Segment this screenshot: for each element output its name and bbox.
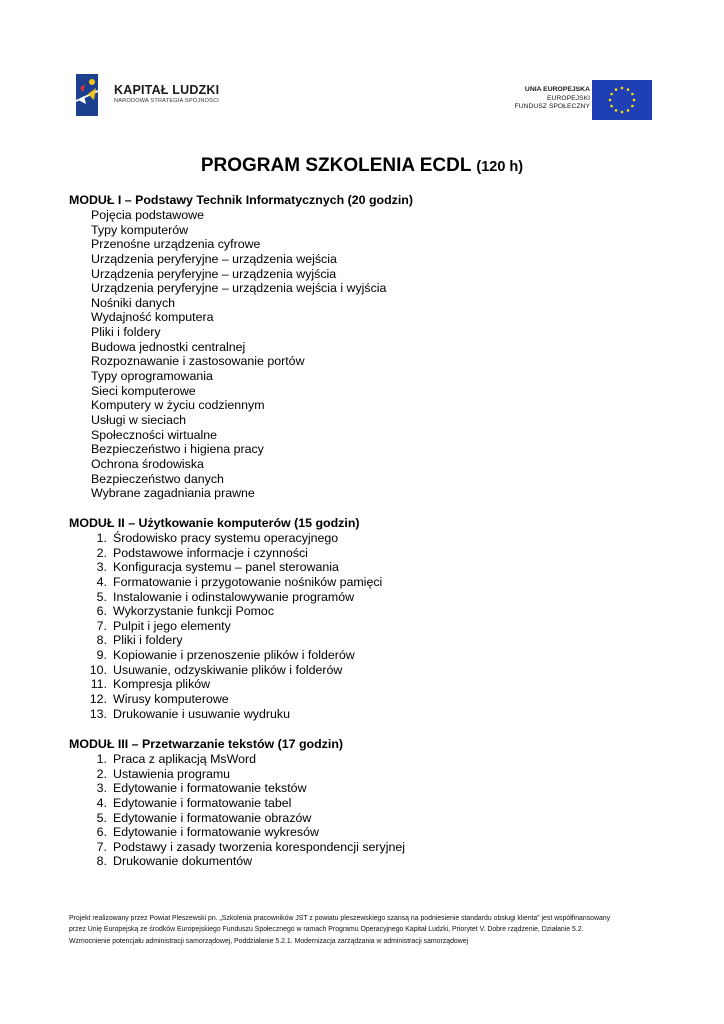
item-text: Edytowanie i formatowanie tekstów bbox=[113, 781, 307, 796]
list-item bbox=[69, 560, 382, 575]
footer-note bbox=[69, 913, 655, 947]
list-item: Urządzenia peryferyjne – urządzenia wyjścia bbox=[91, 266, 337, 281]
item-number: 10. bbox=[89, 662, 107, 677]
kapital-ludzki-subtitle: NARODOWA STRATEGIA SPÓJNOŚCI bbox=[114, 98, 220, 104]
list-item bbox=[69, 546, 382, 561]
module-2 bbox=[69, 516, 382, 721]
item-text: Edytowanie i formatowanie tabel bbox=[113, 795, 292, 810]
item-text: Ustawienia programu bbox=[113, 766, 231, 781]
list-item: Pojęcia podstawowe bbox=[91, 208, 204, 222]
item-number: 2. bbox=[96, 766, 107, 781]
footer-line3: Wzmocnienie potencjału administracji samorządowej, Poddziałanie 5.2.1. Modernizacja zarządzania w administracji samorządowej bbox=[69, 937, 469, 945]
item-number: 6. bbox=[96, 825, 107, 840]
item-text: Formatowanie i przygotowanie nośników pamięci bbox=[113, 574, 383, 589]
item-text: Kopiowanie i przenoszenie plików i folderów bbox=[113, 648, 355, 663]
footer-line1: Projekt realizowany przez Powiat Pleszewski pn. „Szkolenia pracowników JST z powiatu pleszewskiego szansą na podniesienie standardu obsługi klienta” jest współfinansowany bbox=[69, 915, 611, 922]
module-3-heading: MODUŁ III – Przetwarzanie tekstów (17 godzin) bbox=[69, 737, 344, 751]
module-2-heading: MODUŁ II – Użytkowanie komputerów (15 godzin) bbox=[69, 516, 360, 530]
item-number: 4. bbox=[96, 574, 107, 589]
item-number: 3. bbox=[96, 781, 107, 796]
list-item: Ochrona środowiska bbox=[91, 456, 204, 471]
item-text: Drukowanie dokumentów bbox=[113, 854, 253, 869]
eu-line1: UNIA EUROPEJSKA bbox=[524, 86, 590, 93]
item-number: 8. bbox=[96, 854, 107, 869]
item-number: 1. bbox=[96, 531, 107, 545]
module-3-list bbox=[69, 752, 405, 869]
item-number: 8. bbox=[96, 633, 107, 648]
list-item: Usługi w sieciach bbox=[91, 412, 187, 427]
module-1-heading: MODUŁ I – Podstawy Technik Informatycznych (20 godzin) bbox=[69, 193, 414, 207]
item-number: 5. bbox=[96, 589, 107, 604]
item-text: Pliki i foldery bbox=[113, 633, 183, 648]
list-item: Nośniki danych bbox=[91, 295, 176, 310]
item-number: 5. bbox=[96, 810, 107, 825]
item-text: Kompresja plików bbox=[113, 677, 211, 692]
list-item: Bezpieczeństwo i higiena pracy bbox=[91, 442, 264, 457]
list-item bbox=[69, 604, 382, 619]
item-text: Podstawowe informacje i czynności bbox=[113, 545, 308, 560]
list-item: Wydajność komputera bbox=[91, 310, 214, 325]
list-item: Rozpoznawanie i zastosowanie portów bbox=[91, 354, 305, 369]
item-text: Praca z aplikacją MsWord bbox=[113, 752, 257, 766]
item-text: Środowisko pracy systemu operacyjnego bbox=[113, 531, 339, 545]
module-1 bbox=[69, 193, 413, 501]
item-number: 6. bbox=[96, 604, 107, 619]
list-item: Sieci komputerowe bbox=[91, 383, 196, 398]
title-main: PROGRAM SZKOLENIA ECDL bbox=[200, 155, 472, 176]
list-item bbox=[69, 692, 382, 707]
list-item bbox=[69, 767, 405, 782]
item-text: Podstawy i zasady tworzenia korespondencji seryjnej bbox=[113, 839, 406, 854]
list-item: Budowa jednostki centralnej bbox=[91, 339, 246, 354]
page-title bbox=[0, 155, 724, 177]
item-text: Edytowanie i formatowanie wykresów bbox=[113, 825, 319, 840]
item-text: Usuwanie, odzyskiwanie plików i folderów bbox=[113, 662, 343, 677]
module-2-list bbox=[69, 531, 382, 721]
item-number: 12. bbox=[89, 692, 107, 707]
eu-logo bbox=[500, 80, 652, 122]
kapital-ludzki-emblem-icon bbox=[72, 70, 110, 120]
item-text: Konfiguracja systemu – panel sterowania bbox=[113, 560, 339, 575]
item-text: Wirusy komputerowe bbox=[113, 692, 229, 707]
list-item: Wybrane zagadniania prawne bbox=[91, 486, 255, 501]
list-item bbox=[69, 619, 382, 634]
list-item: Typy oprogramowania bbox=[91, 369, 213, 384]
list-item bbox=[69, 752, 405, 767]
item-text: Drukowanie i usuwanie wydruku bbox=[113, 706, 290, 721]
item-number: 7. bbox=[96, 839, 107, 854]
footer-line2: przez Unię Europejską ze środków Europejskiego Funduszu Społecznego w ramach Programu Operacyjnego Kapitał Ludzki, Priorytet V. Dobre rządzenie, Działanie 5.2. bbox=[69, 926, 584, 934]
item-number: 3. bbox=[96, 560, 107, 575]
list-item bbox=[69, 663, 382, 678]
list-item bbox=[69, 633, 382, 648]
list-item bbox=[69, 825, 405, 840]
list-item: Urządzenia peryferyjne – urządzenia wejścia bbox=[91, 251, 337, 266]
list-item: Komputery w życiu codziennym bbox=[91, 398, 265, 413]
eu-line3: FUNDUSZ SPOŁECZNY bbox=[514, 103, 590, 110]
list-item bbox=[69, 796, 405, 811]
item-number: 7. bbox=[96, 618, 107, 633]
list-item bbox=[69, 677, 382, 692]
item-number: 1. bbox=[96, 752, 107, 766]
title-hours: (120 h) bbox=[476, 159, 524, 175]
item-number: 13. bbox=[89, 706, 107, 721]
list-item bbox=[69, 648, 382, 663]
list-item bbox=[69, 840, 405, 855]
eu-flag-icon bbox=[592, 80, 652, 120]
item-text: Edytowanie i formatowanie obrazów bbox=[113, 810, 312, 825]
module-3 bbox=[69, 737, 405, 869]
item-number: 2. bbox=[96, 545, 107, 560]
kapital-ludzki-text bbox=[114, 83, 219, 104]
list-item bbox=[69, 781, 405, 796]
item-text: Pulpit i jego elementy bbox=[113, 618, 231, 633]
list-item bbox=[69, 854, 405, 869]
list-item bbox=[69, 575, 382, 590]
list-item bbox=[69, 531, 382, 546]
module-1-list bbox=[69, 208, 413, 501]
item-number: 11. bbox=[90, 677, 107, 692]
list-item bbox=[69, 590, 382, 605]
eu-text bbox=[514, 86, 590, 112]
item-text: Wykorzystanie funkcji Pomoc bbox=[113, 604, 275, 619]
list-item: Bezpieczeństwo danych bbox=[91, 471, 224, 486]
item-number: 4. bbox=[96, 795, 107, 810]
list-item: Urządzenia peryferyjne – urządzenia wejścia i wyjścia bbox=[91, 281, 387, 296]
kapital-ludzki-title: KAPITAŁ LUDZKI bbox=[114, 83, 220, 97]
kapital-ludzki-logo bbox=[72, 70, 232, 120]
list-item: Przenośne urządzenia cyfrowe bbox=[91, 237, 261, 252]
item-text: Instalowanie i odinstalowywanie programów bbox=[113, 589, 355, 604]
list-item bbox=[69, 707, 382, 722]
item-number: 9. bbox=[96, 648, 107, 663]
eu-line2: EUROPEJSKI bbox=[546, 94, 590, 102]
list-item bbox=[69, 811, 405, 826]
list-item: Pliki i foldery bbox=[91, 325, 161, 340]
list-item: Typy komputerów bbox=[91, 222, 189, 237]
list-item: Społeczności wirtualne bbox=[91, 427, 218, 442]
